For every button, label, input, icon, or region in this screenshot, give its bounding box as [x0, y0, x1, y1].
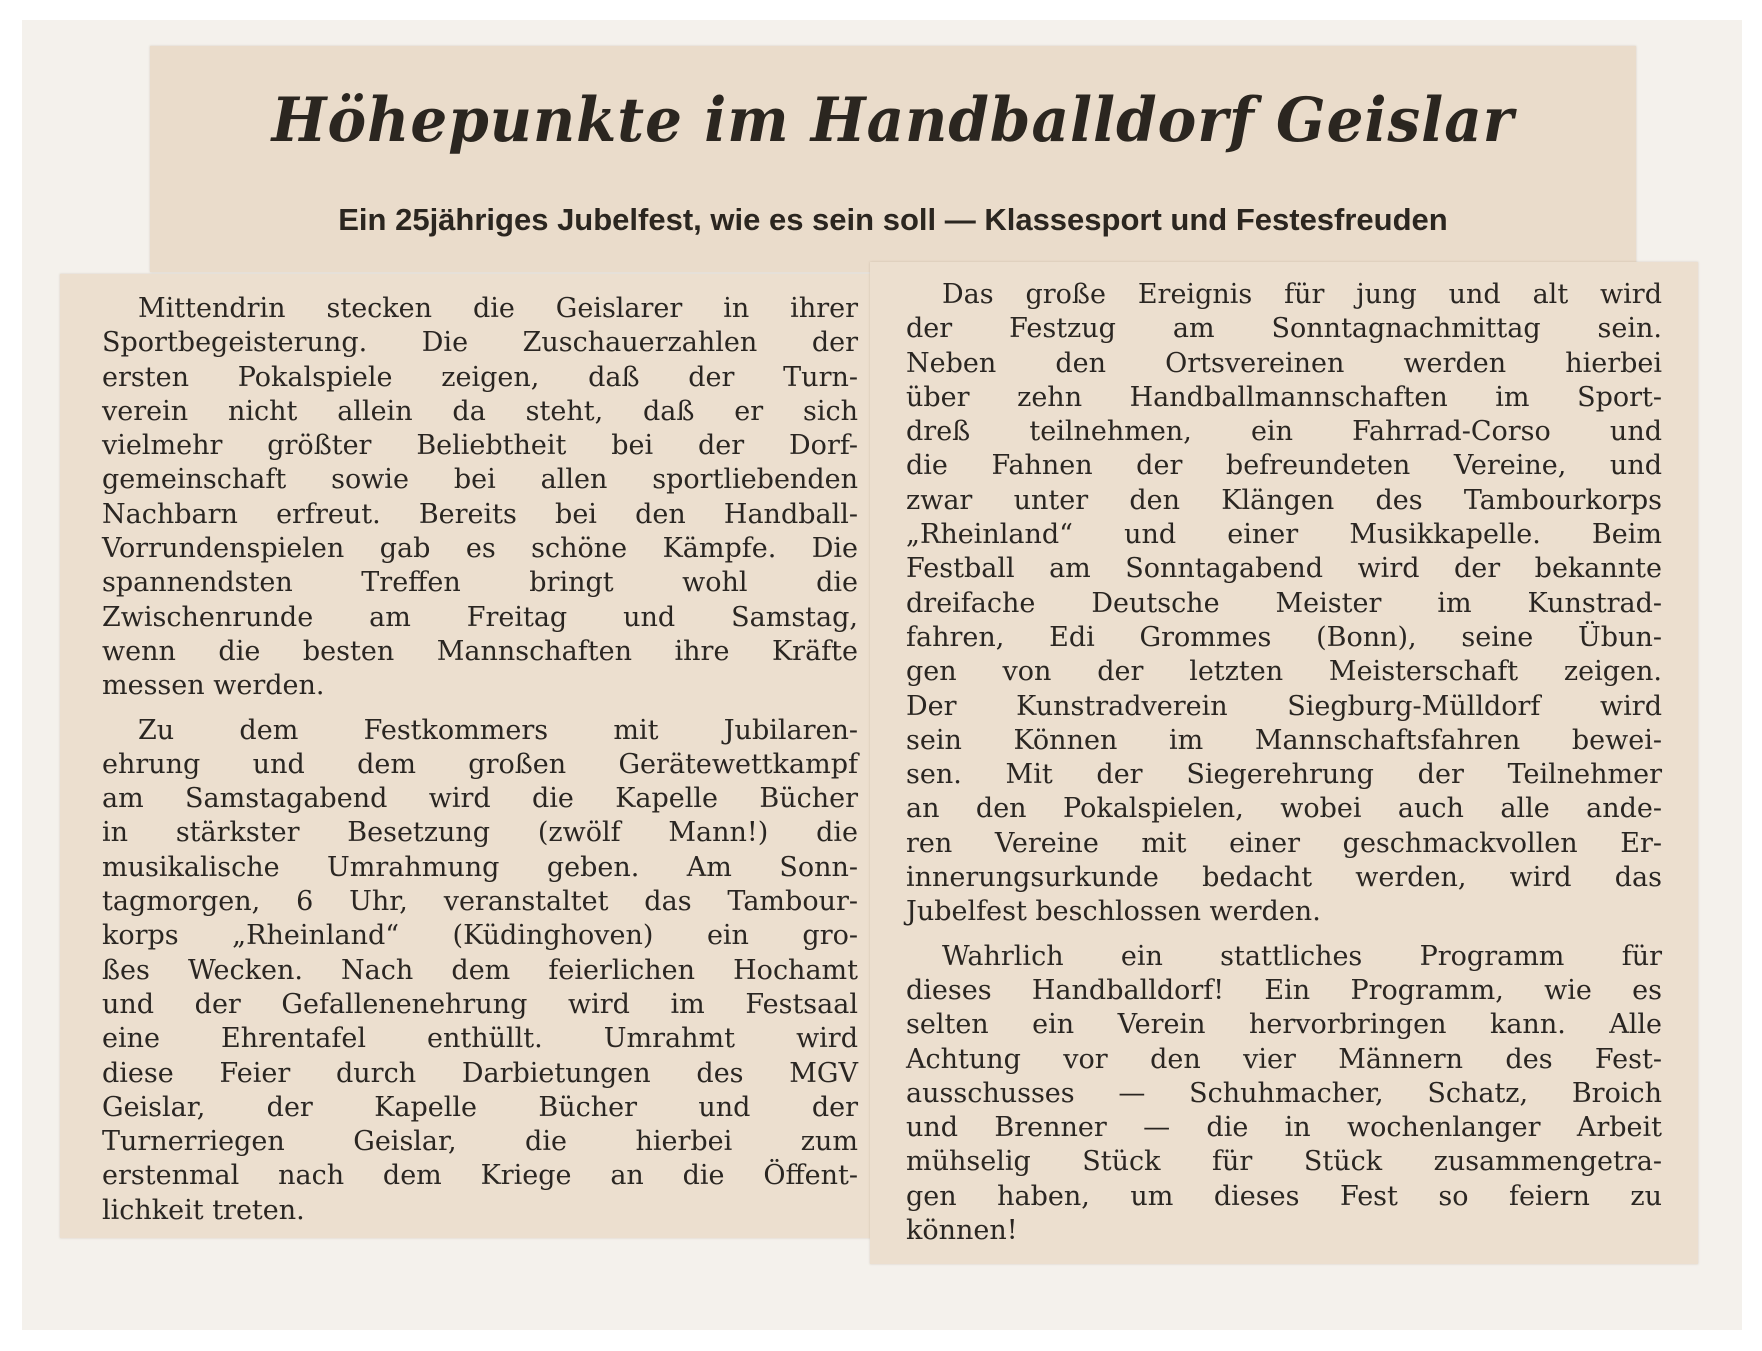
text-line: ren Vereine mit einer geschmackvollen Er- [906, 827, 1662, 859]
text-line: Geislar, der Kapelle Bücher und der [102, 1091, 858, 1123]
text-line: über zehn Handballmannschaften im Sport- [906, 381, 1662, 413]
left-column-paragraph [102, 292, 858, 704]
text-line: die Fahnen der befreundeten Vereine, und [906, 450, 1662, 482]
right-column-paragraph [906, 278, 1662, 930]
text-line: eine Ehrentafel enthüllt. Umrahmt wird [102, 1023, 858, 1055]
text-line: gemeinschaft sowie bei allen sportliebenden [102, 464, 858, 496]
text-line: an den Pokalspielen, wobei auch alle ande- [906, 793, 1662, 825]
text-line: dreifache Deutsche Meister im Kunstrad- [906, 587, 1662, 619]
text-line: fahren, Edi Grommes (Bonn), seine Übun- [906, 621, 1662, 653]
left-column-paragraph [102, 714, 858, 1228]
left-column-clipping [60, 274, 872, 1238]
text-line: diese Feier durch Darbietungen des MGV [102, 1057, 858, 1089]
text-line: verein nicht allein da steht, daß er sich [102, 395, 858, 427]
text-line: Wahrlich ein stattliches Programm für [942, 940, 1662, 972]
text-line: können! [906, 1215, 1018, 1247]
text-line: und der Gefallenenehrung wird im Festsaal [102, 988, 858, 1020]
text-line: mühselig Stück für Stück zusammengetra- [906, 1146, 1662, 1178]
text-line: korps „Rheinland“ (Küdinghoven) ein gro- [102, 920, 858, 952]
text-line: wenn die besten Mannschaften ihre Kräfte [102, 635, 858, 667]
text-line: sein Können im Mannschaftsfahren bewei- [906, 724, 1662, 756]
text-line: Nachbarn erfreut. Bereits bei den Handball- [102, 498, 858, 530]
text-line: gen von der letzten Meisterschaft zeigen. [906, 656, 1662, 688]
text-line: Mittendrin stecken die Geislarer in ihrer [138, 293, 858, 324]
headline: Höhepunkte im Handballdorf Geislar [271, 84, 1515, 156]
subheadline: Ein 25jähriges Jubelfest, wie es sein soll — Klassesport und Festesfreuden [338, 202, 1448, 237]
text-line: musikalische Umrahmung geben. Am Sonn- [102, 851, 858, 883]
text-line: spannendsten Treffen bringt wohl die [102, 567, 858, 599]
text-line: ßes Wecken. Nach dem feierlichen Hochamt [102, 954, 858, 986]
text-line: ehrung und dem großen Gerätewettkampf [102, 748, 858, 780]
text-line: lichkeit treten. [102, 1194, 305, 1226]
text-line: selten ein Verein hervorbringen kann. Alle [906, 1009, 1662, 1041]
text-line: Sportbegeisterung. Die Zuschauerzahlen der [102, 327, 858, 359]
right-column-paragraph [906, 940, 1662, 1249]
text-line: Jubelfest beschlossen werden. [906, 896, 1321, 928]
text-line: innerungsurkunde bedacht werden, wird das [906, 862, 1662, 894]
text-line: „Rheinland“ und einer Musikkapelle. Beim [906, 519, 1662, 551]
text-line: gen haben, um dieses Fest so feiern zu [906, 1180, 1662, 1212]
text-line: Festball am Sonntagabend wird der bekannte [906, 553, 1662, 585]
text-line: Turnerriegen Geislar, die hierbei zum [102, 1126, 858, 1158]
text-line: vielmehr größter Beliebtheit bei der Dorf- [102, 430, 858, 462]
text-line: der Festzug am Sonntagnachmittag sein. [906, 313, 1662, 345]
text-line: sen. Mit der Siegerehrung der Teilnehmer [906, 759, 1662, 791]
text-line: dieses Handballdorf! Ein Programm, wie es [906, 974, 1662, 1006]
text-line: tagmorgen, 6 Uhr, veranstaltet das Tambour- [102, 886, 858, 918]
text-line: ausschusses — Schuhmacher, Schatz, Broich [906, 1077, 1662, 1109]
text-line: Neben den Ortsvereinen werden hierbei [906, 347, 1662, 379]
text-line: Zwischenrunde am Freitag und Samstag, [102, 601, 858, 633]
text-line: in stärkster Besetzung (zwölf Mann!) die [102, 817, 858, 849]
text-line: ersten Pokalspiele zeigen, daß der Turn- [102, 361, 858, 393]
right-column-clipping [870, 262, 1698, 1264]
text-line: zwar unter den Klängen des Tambourkorps [906, 484, 1662, 516]
text-line: Vorrundenspielen gab es schöne Kämpfe. Die [102, 533, 858, 565]
text-line: und Brenner — die in wochenlanger Arbeit [906, 1112, 1662, 1144]
text-line: Das große Ereignis für jung und alt wird [942, 279, 1662, 310]
text-line: Achtung vor den vier Männern des Fest- [906, 1043, 1662, 1075]
text-line: erstenmal nach dem Kriege an die Öffent- [102, 1160, 858, 1192]
text-line: dreß teilnehmen, ein Fahrrad-Corso und [906, 416, 1662, 448]
text-line: messen werden. [102, 670, 325, 702]
text-line: am Samstagabend wird die Kapelle Bücher [102, 783, 858, 815]
text-line: Der Kunstradverein Siegburg-Mülldorf wird [906, 690, 1662, 722]
headline-clipping [150, 46, 1636, 272]
text-line: Zu dem Festkommers mit Jubilaren- [138, 714, 858, 746]
